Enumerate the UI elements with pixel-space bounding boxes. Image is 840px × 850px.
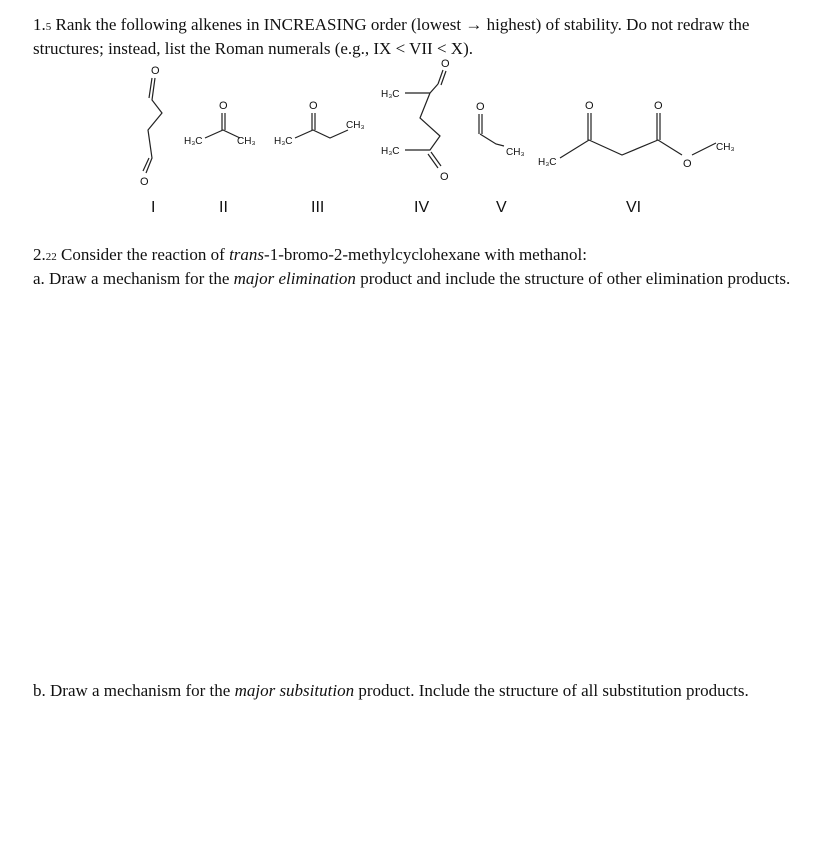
question-1-prompt	[33, 14, 749, 60]
methyl-label: CH₃	[716, 142, 735, 153]
oxygen-atom: O	[440, 171, 449, 183]
part-b-rest: product. Include the structure of all substitution products.	[354, 681, 749, 700]
methyl-label: CH₃	[237, 136, 256, 147]
methyl-label: H₃C	[274, 136, 293, 147]
bond-chain	[205, 130, 240, 138]
oxygen-atom: O	[476, 101, 485, 113]
part-b-text: b. Draw a mechanism for the	[33, 681, 235, 700]
methyl-label: CH₃	[346, 120, 365, 131]
oxygen-atom: O	[151, 65, 160, 77]
oxygen-atom: O	[219, 100, 228, 112]
label-vi: VI	[626, 199, 642, 216]
question-1-line-1: Rank the following alkenes in INCREASING order (lowest → highest) of stability. Do not redraw the	[55, 15, 750, 34]
part-a-text: a. Draw a mechanism for the	[33, 269, 234, 288]
question-1-line-2: structures; instead, list the Roman numerals (e.g., IX < VII < X).	[33, 39, 473, 58]
oxygen-atom: O	[441, 58, 450, 70]
methyl-label: CH₃	[506, 147, 525, 158]
structure-ii	[184, 100, 256, 147]
oxygen-atom: O	[585, 100, 594, 112]
part-b-italic: major subsitution	[234, 681, 355, 700]
double-bond	[149, 78, 152, 98]
methyl-label: H₃C	[184, 136, 203, 147]
structure-v	[476, 101, 525, 158]
bond-chain	[480, 134, 504, 146]
structure-iii	[274, 100, 365, 147]
bond-chain	[405, 84, 440, 150]
structure-vi	[538, 100, 735, 170]
methyl-label: H₃C	[381, 146, 400, 157]
question-2-number: 2.22	[33, 245, 57, 264]
label-iii: III	[311, 199, 325, 216]
label-v: V	[496, 199, 507, 216]
label-ii: II	[219, 199, 228, 216]
carbonyl-bond	[428, 154, 438, 168]
structure-i	[140, 65, 162, 188]
question-2-intro-rest: -1-bromo-2-methylcyclohexane with methanol:	[264, 245, 587, 264]
label-iv: IV	[414, 199, 430, 216]
question-2-intro-italic: trans	[229, 245, 265, 264]
carbonyl-bond	[431, 152, 441, 166]
question-2-prompt	[33, 244, 790, 290]
bond-chain	[295, 130, 348, 138]
alkene-structures-figure	[0, 58, 840, 218]
methyl-label: H₃C	[538, 157, 557, 168]
question-1-number: 1.5	[33, 15, 52, 34]
bond-chain	[560, 140, 716, 158]
question-2-intro: Consider the reaction of	[61, 245, 230, 264]
question-2b-prompt	[33, 680, 749, 702]
oxygen-atom: O	[140, 176, 149, 188]
oxygen-atom: O	[654, 100, 663, 112]
ester-oxygen-atom: O	[683, 158, 692, 170]
label-i: I	[151, 199, 156, 216]
oxygen-atom: O	[309, 100, 318, 112]
structure-iv	[381, 58, 450, 183]
methyl-label: H₃C	[381, 89, 400, 100]
part-a-italic: major elimination	[233, 269, 356, 288]
part-a-rest: product and include the structure of other elimination products.	[355, 269, 791, 288]
